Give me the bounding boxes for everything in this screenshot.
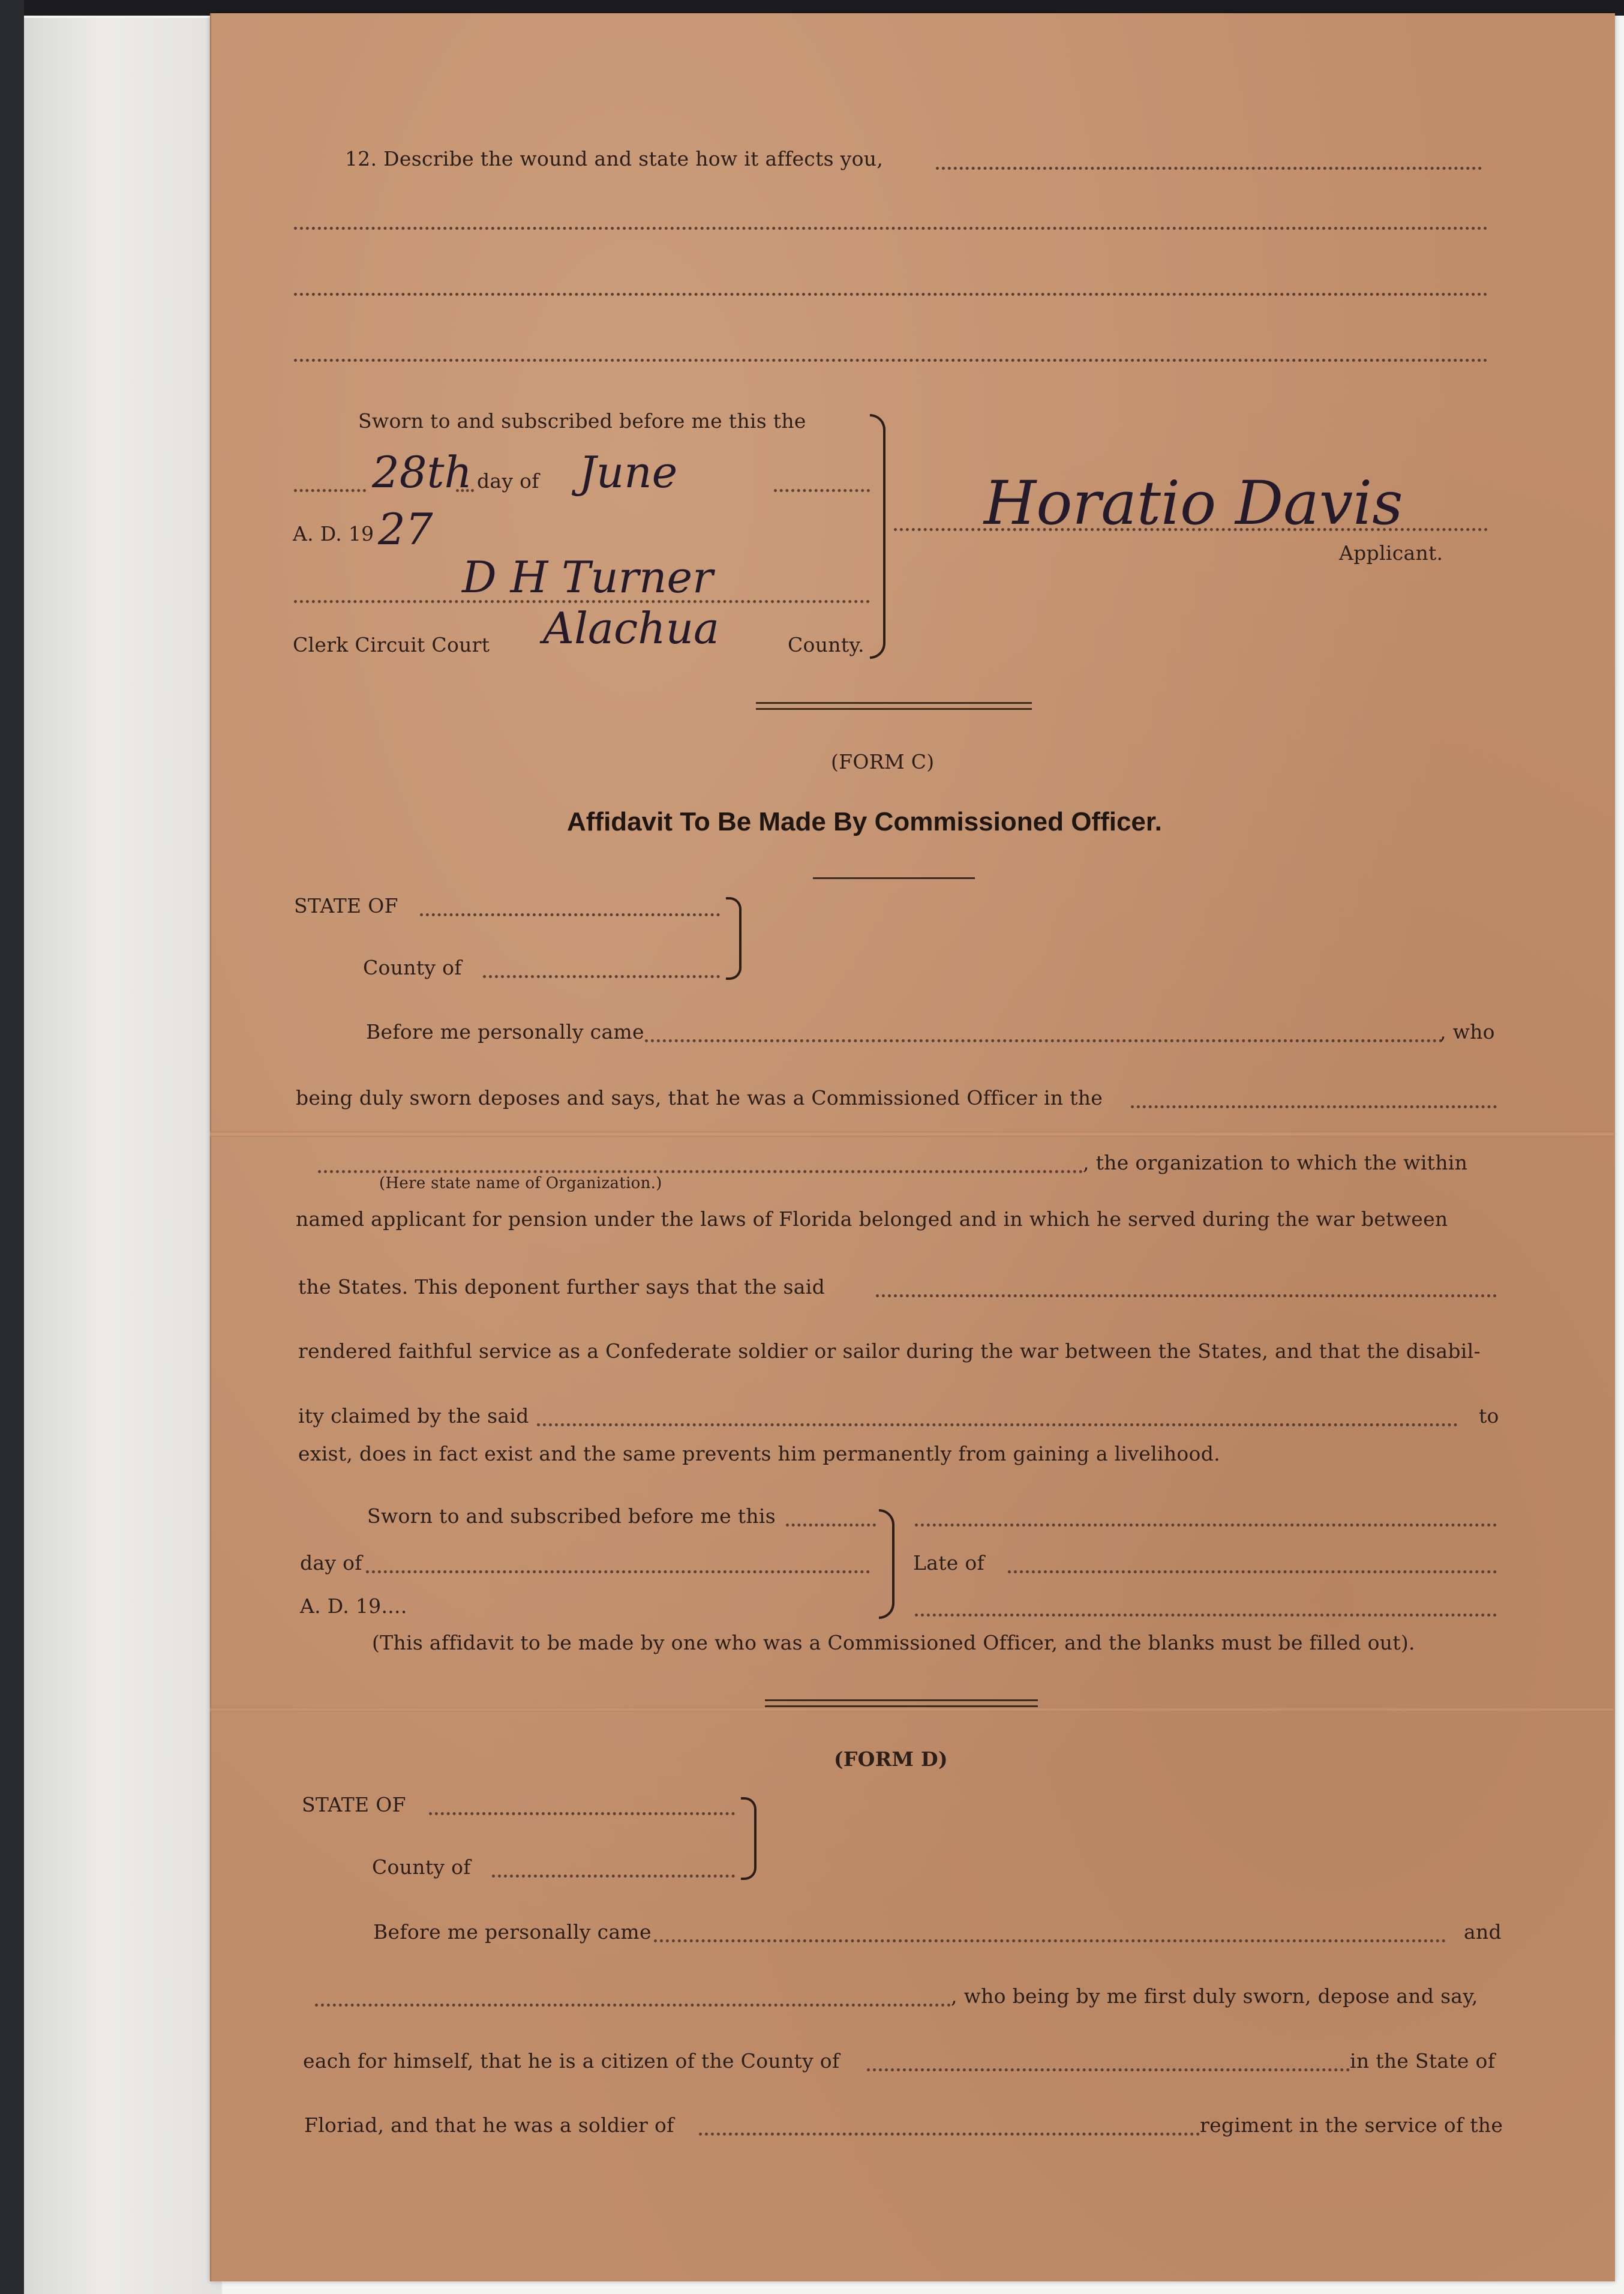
- handwritten-day: 28th: [372, 447, 472, 497]
- affidavit-note: (This affidavit to be made by one who was a Commissioned Officer, and the blanks must be filled out).: [372, 1631, 1415, 1654]
- before-me-label: Before me personally came: [373, 1920, 652, 1944]
- blank-line: [774, 489, 870, 492]
- blank-line: [537, 1423, 1458, 1426]
- applicant-label: Applicant.: [1339, 541, 1443, 565]
- blank-line: [699, 2133, 1200, 2136]
- form-c-label: (FORM C): [831, 750, 935, 773]
- rendered-service-line: rendered faithful service as a Confederate soldier or sailor during the war between the States, and that the disabil-: [298, 1339, 1481, 1363]
- in-state-label: in the State of: [1350, 2049, 1496, 2073]
- county-of-label: County of: [372, 1855, 471, 1879]
- handwritten-month: June: [579, 447, 678, 497]
- regiment-label: regiment in the service of the: [1200, 2113, 1503, 2137]
- blank-line: [786, 1524, 876, 1527]
- section-divider: [756, 708, 1032, 710]
- blank-line: [318, 1170, 1083, 1173]
- answer-line: [936, 167, 1482, 170]
- scanner-left-edge: [0, 0, 24, 2294]
- section-divider: [765, 1705, 1038, 1707]
- blank-line: [429, 1812, 735, 1815]
- disability-claimed-line: ity claimed by the said: [298, 1404, 529, 1428]
- venue-brace: [726, 897, 742, 980]
- form-d-label: (FORM D): [834, 1747, 948, 1771]
- blank-line: [483, 975, 720, 978]
- exist-line: exist, does in fact exist and the same prevents him permanently from gaining a livelihood.: [298, 1442, 1220, 1465]
- backing-card: [24, 18, 222, 2294]
- organization-line: , the organization to which the within: [1083, 1151, 1468, 1174]
- section-divider: [765, 1699, 1038, 1701]
- handwritten-county: Alachua: [543, 603, 719, 653]
- clerk-label: Clerk Circuit Court: [293, 633, 490, 656]
- answer-line: [294, 227, 1488, 230]
- sworn-this-label: Sworn to and subscribed before me this: [367, 1504, 776, 1528]
- signature-line: [894, 528, 1488, 531]
- blank-line: [654, 1939, 1446, 1942]
- jurat-sworn-line: Sworn to and subscribed before me this the: [358, 409, 806, 433]
- ad-year-label: A. D. 19....: [300, 1594, 407, 1618]
- day-of-label: day of: [477, 469, 539, 493]
- blank-line: [645, 1039, 1443, 1042]
- state-of-label: STATE OF: [294, 894, 398, 917]
- blank-line: [294, 489, 366, 492]
- handwritten-year: 27: [378, 504, 433, 554]
- page-fold-crease: [210, 1707, 1614, 1712]
- answer-line: [294, 359, 1488, 362]
- page-fold-crease: [210, 1131, 1614, 1137]
- title-underline: [813, 877, 975, 879]
- state-of-label: STATE OF: [302, 1793, 406, 1816]
- soldier-line: Floriad, and that he was a soldier of: [304, 2113, 674, 2137]
- answer-line: [294, 293, 1488, 296]
- jurat-brace: [870, 414, 885, 659]
- ad-year-label: A. D. 19: [293, 522, 374, 545]
- citizen-line: each for himself, that he is a citizen of the County of: [303, 2049, 840, 2073]
- before-me-label: Before me personally came: [366, 1020, 644, 1043]
- blank-line: [1008, 1570, 1497, 1573]
- venue-brace: [741, 1797, 757, 1880]
- signature-line: [915, 1524, 1497, 1527]
- late-of-label: Late of: [913, 1551, 985, 1575]
- form-c-title: Affidavit To Be Made By Commissioned Officer.: [567, 807, 1162, 836]
- question-12-label: 12. Describe the wound and state how it affects you,: [345, 147, 884, 170]
- and-label: and: [1464, 1920, 1502, 1944]
- blank-line: [1131, 1105, 1497, 1108]
- to-label: to: [1479, 1404, 1499, 1428]
- blank-line: [876, 1294, 1497, 1297]
- day-of-label: day of: [300, 1551, 362, 1575]
- county-of-label: County of: [363, 956, 462, 979]
- blank-line: [915, 1614, 1497, 1617]
- blank-line: [492, 1875, 735, 1878]
- county-label: County.: [788, 633, 864, 656]
- section-divider: [756, 702, 1032, 704]
- blank-line: [456, 489, 474, 492]
- handwritten-clerk-signature: D H Turner: [462, 552, 713, 602]
- organization-note: (Here state name of Organization.): [379, 1174, 662, 1192]
- the-states-line: the States. This deponent further says that the said: [298, 1275, 825, 1299]
- named-applicant-line: named applicant for pension under the laws of Florida belonged and in which he served during the war between: [296, 1207, 1448, 1231]
- blank-line: [315, 2004, 951, 2007]
- who-label: , who: [1440, 1020, 1495, 1043]
- jurat-brace: [879, 1509, 894, 1619]
- blank-line: [867, 2068, 1350, 2071]
- blank-line: [420, 913, 720, 916]
- deposes-line: being duly sworn deposes and says, that he was a Commissioned Officer in the: [296, 1086, 1103, 1109]
- who-being-line: , who being by me first duly sworn, depose and say,: [951, 1984, 1478, 2008]
- handwritten-applicant-signature: Horatio Davis: [984, 468, 1403, 538]
- blank-line: [366, 1570, 870, 1573]
